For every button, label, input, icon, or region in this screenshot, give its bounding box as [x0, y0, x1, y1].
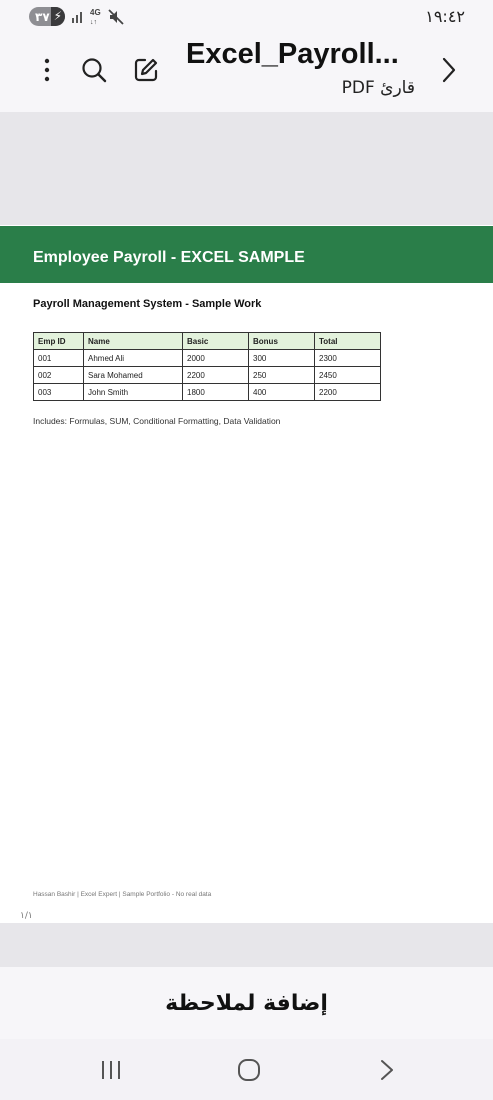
- document-title: Excel_Payroll...: [186, 38, 399, 70]
- table-cell: 002: [34, 367, 84, 384]
- includes-note: Includes: Formulas, SUM, Conditional Formatting, Data Validation: [33, 416, 281, 426]
- table-cell: 2300: [315, 350, 381, 367]
- table-cell: 2450: [315, 367, 381, 384]
- add-note-button[interactable]: إضافة لملاحظة: [0, 967, 493, 1039]
- mute-icon: [108, 9, 124, 25]
- app-header: [0, 34, 493, 112]
- document-subtitle: Payroll Management System - Sample Work: [33, 298, 262, 310]
- status-bar: [0, 0, 493, 34]
- table-header-row: [34, 333, 381, 350]
- edit-icon: [133, 57, 159, 83]
- home-button[interactable]: [234, 1057, 264, 1083]
- table-cell: 2200: [183, 367, 249, 384]
- table-row: [34, 367, 381, 384]
- table-cell: 003: [34, 384, 84, 401]
- table-cell: 2000: [183, 350, 249, 367]
- pdf-page[interactable]: [0, 225, 493, 923]
- network-type: 4G ↓↑: [90, 8, 101, 26]
- battery-level: ٣٧: [35, 9, 50, 24]
- table-cell: 1800: [183, 384, 249, 401]
- document-footer: Hassan Bashir | Excel Expert | Sample Portfolio - No real data: [33, 891, 212, 898]
- pdf-viewer[interactable]: [0, 112, 493, 967]
- document-banner: [0, 226, 493, 283]
- charging-bolt-icon: ⚡: [53, 9, 62, 23]
- table-cell: 001: [34, 350, 84, 367]
- status-time: ١٩:٤٢: [425, 7, 465, 26]
- table-row: [34, 350, 381, 367]
- table-cell: 400: [249, 384, 315, 401]
- more-options-button[interactable]: [34, 54, 60, 86]
- table-cell: 300: [249, 350, 315, 367]
- search-icon: [81, 57, 107, 83]
- home-icon: [237, 1058, 261, 1082]
- column-header: Basic: [183, 333, 249, 350]
- back-icon: [380, 1059, 394, 1081]
- forward-button[interactable]: [434, 54, 464, 86]
- banner-title: Employee Payroll - EXCEL SAMPLE: [33, 249, 305, 266]
- edit-button[interactable]: [130, 54, 162, 86]
- table-row: [34, 384, 381, 401]
- column-header: Name: [84, 333, 183, 350]
- recents-button[interactable]: [96, 1057, 126, 1083]
- signal-icon: [71, 9, 85, 23]
- table-cell: Ahmed Ali: [84, 350, 183, 367]
- search-button[interactable]: [78, 54, 110, 86]
- battery-icon: [29, 7, 65, 26]
- chevron-right-icon: [441, 57, 457, 83]
- table-cell: Sara Mohamed: [84, 367, 183, 384]
- column-header: Emp ID: [34, 333, 84, 350]
- table-cell: 250: [249, 367, 315, 384]
- column-header: Bonus: [249, 333, 315, 350]
- column-header: Total: [315, 333, 381, 350]
- table-cell: 2200: [315, 384, 381, 401]
- table-cell: John Smith: [84, 384, 183, 401]
- payroll-table: [33, 332, 381, 401]
- back-button[interactable]: [372, 1057, 402, 1083]
- navigation-bar: [0, 1039, 493, 1100]
- page-indicator: ١/١: [20, 911, 33, 921]
- recents-icon: [100, 1060, 122, 1080]
- more-vertical-icon: [44, 58, 50, 82]
- app-subtitle: قارئ PDF: [341, 78, 415, 98]
